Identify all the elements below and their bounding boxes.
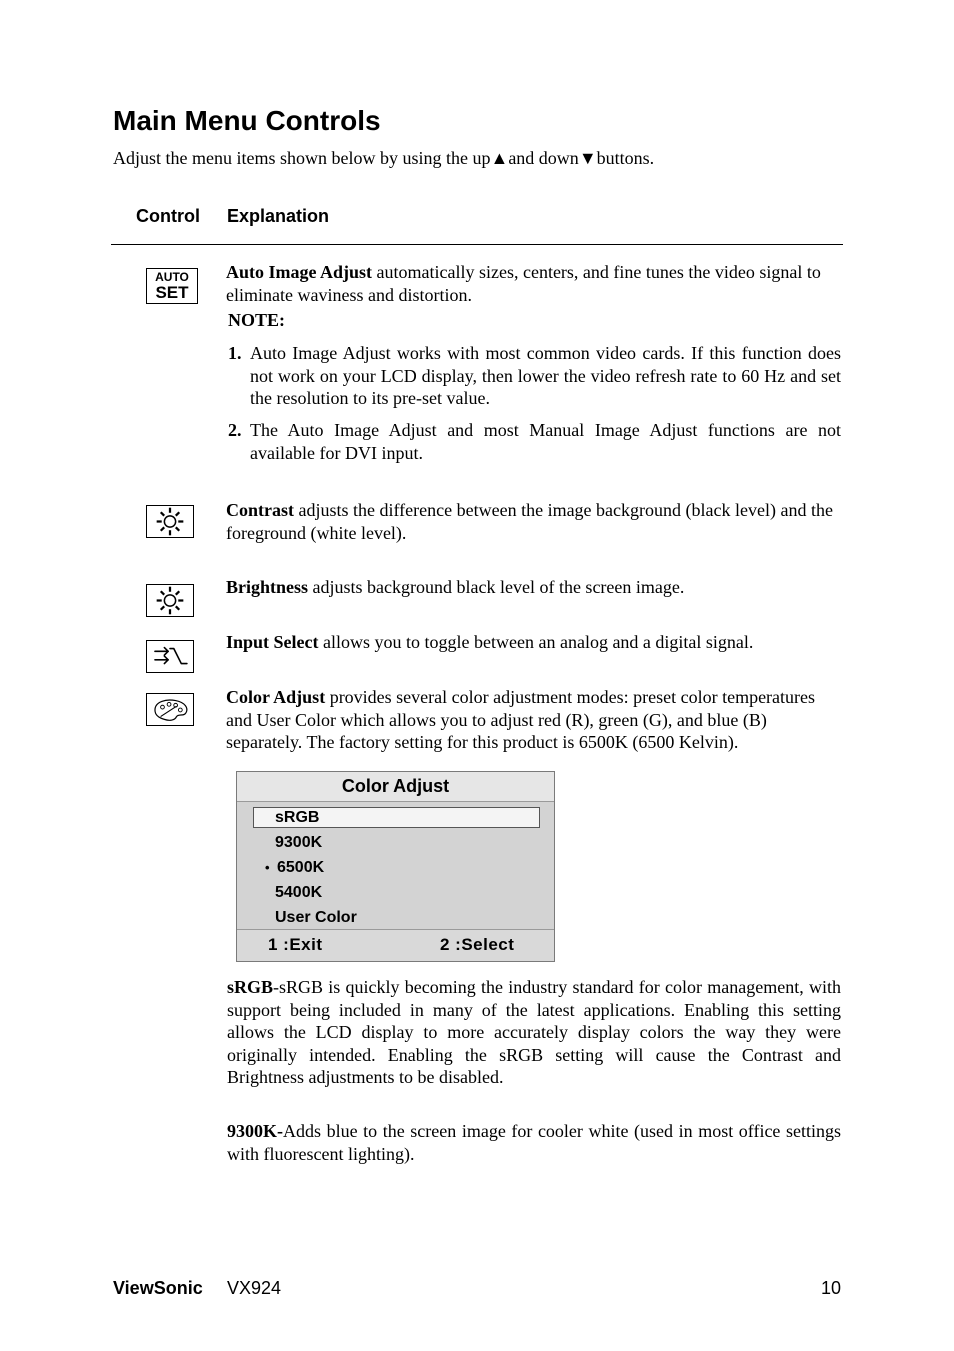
- contrast-description: [226, 499, 840, 544]
- intro-mid: and down: [508, 148, 579, 168]
- contrast-term: Contrast: [226, 500, 294, 520]
- osd-exit-hint: 1 :Exit: [268, 935, 323, 954]
- color-palette-icon: [146, 693, 194, 726]
- color-adjust-term: Color Adjust: [226, 687, 326, 707]
- 9300k-text: Adds blue to the screen image for cooler white (used in most office settings with fluorescent lighting).: [227, 1121, 841, 1164]
- note-item-1: [228, 342, 841, 412]
- color-adjust-text: provides several color adjustment modes: preset color temperatures and User Color which allows you to adjust red (R), green (G), and blue (B) separately. The factory setting for this product is 6500K (6500 Kelvin).: [226, 687, 816, 752]
- note-text-2: The Auto Image Adjust and most Manual Image Adjust functions are not available for DVI input.: [250, 420, 841, 463]
- page-title: Main Menu Controls: [113, 105, 381, 136]
- column-header-explanation: Explanation: [227, 206, 330, 226]
- note-label: NOTE:: [228, 310, 286, 330]
- note-item-2: [228, 419, 841, 465]
- footer-brand: ViewSonic: [113, 1278, 203, 1298]
- auto-image-description: [226, 261, 840, 306]
- input-select-icon: [146, 640, 194, 673]
- srgb-term: sRGB: [227, 977, 274, 997]
- header-divider: [111, 244, 843, 245]
- up-arrow-icon: ▲: [490, 148, 509, 168]
- page-number: 10: [820, 1278, 841, 1298]
- intro-pre: Adjust the menu items shown below by using the up: [113, 148, 491, 168]
- note-number-2: 2.: [228, 420, 242, 440]
- footer-model: VX924: [227, 1278, 282, 1298]
- input-select-term: Input Select: [226, 632, 319, 652]
- osd-title: Color Adjust: [237, 772, 554, 802]
- auto-image-text: automatically sizes, centers, and fine tunes the video signal to eliminate waviness and distortion.: [226, 262, 821, 305]
- osd-current-bullet-icon: •: [265, 860, 270, 875]
- osd-item-user-color[interactable]: User Color: [275, 909, 357, 926]
- osd-item-5400k[interactable]: 5400K: [275, 884, 323, 901]
- osd-color-adjust-menu: [236, 771, 555, 962]
- osd-item-9300k[interactable]: 9300K: [275, 834, 323, 851]
- contrast-text: adjusts the difference between the image background (black level) and the foreground (white level).: [226, 500, 833, 543]
- intro-post: buttons.: [596, 148, 655, 168]
- color-adjust-description: [226, 686, 840, 754]
- brightness-icon: [146, 584, 194, 617]
- intro-text: [113, 148, 654, 169]
- auto-set-icon-line1: AUTO: [155, 270, 189, 284]
- auto-set-icon: [146, 268, 198, 304]
- input-select-description: [226, 631, 840, 654]
- 9300k-term: 9300K-: [227, 1121, 283, 1141]
- osd-select-hint: 2 :Select: [440, 935, 515, 954]
- osd-item-srgb[interactable]: sRGB: [275, 809, 320, 826]
- contrast-icon: [146, 505, 194, 538]
- brightness-text: adjusts background black level of the screen image.: [308, 577, 685, 597]
- 9300k-description: [227, 1120, 841, 1165]
- note-text-1: Auto Image Adjust works with most common video cards. If this function does not work on your LCD display, then lower the video refresh rate to 60 Hz and set the resolution to its pre-set value.: [250, 343, 841, 408]
- srgb-description: [227, 976, 841, 1089]
- osd-footer: [237, 929, 554, 961]
- note-number-1: 1.: [228, 343, 242, 363]
- input-select-text: allows you to toggle between an analog and a digital signal.: [318, 632, 754, 652]
- down-arrow-icon: ▼: [578, 148, 597, 168]
- column-header-control: Control: [136, 206, 200, 226]
- auto-set-icon-line2: SET: [155, 283, 189, 302]
- brightness-description: [226, 576, 840, 599]
- brightness-term: Brightness: [226, 577, 309, 597]
- auto-image-term: Auto Image Adjust: [226, 262, 373, 282]
- srgb-text: -sRGB is quickly becoming the industry standard for color management, with support being included in many of the latest applications. Enabling this setting allows the LCD display to more accurately display colors the way they were originally intended. Enabling the sRGB setting will cause the Contrast and Brightness adjustments to be disabled.: [227, 977, 841, 1087]
- osd-item-6500k[interactable]: 6500K: [277, 859, 325, 876]
